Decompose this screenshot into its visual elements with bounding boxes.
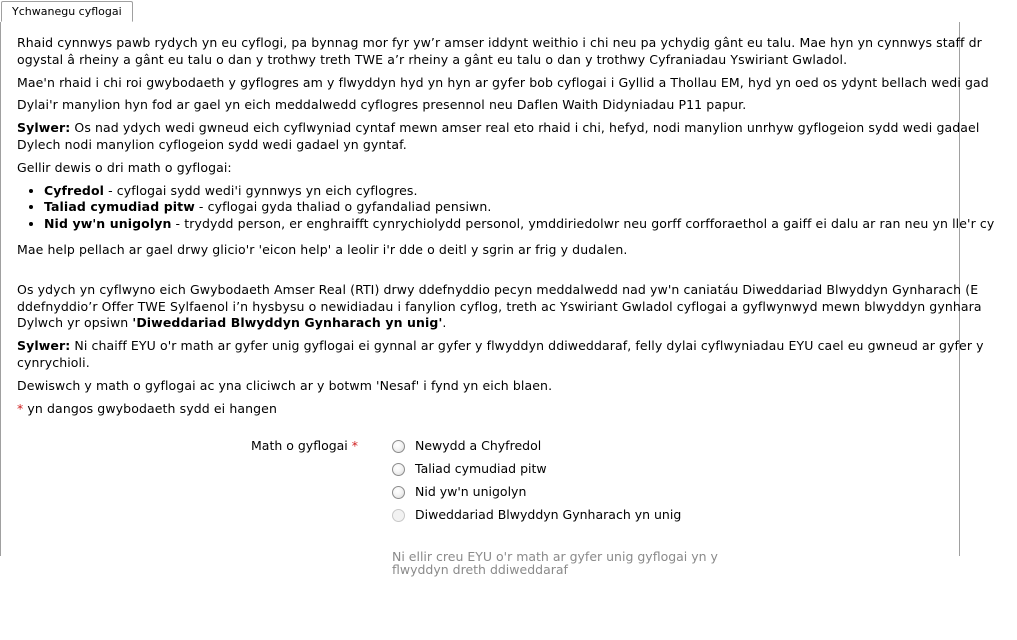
radio-button[interactable] [392,463,405,476]
note-eyu-line-2: cynrychioli. [17,354,90,370]
list-item [44,216,1017,233]
type-desc: - trydydd person, er enghraifft cynrychiolydd personol, ymddiriedolwr neu gorff corfforaethol a gaiff ei dalu ar ran neu yn lle'r cy [171,216,995,232]
type-name: Nid yw'n unigolyn [44,216,172,232]
tab-add-employee[interactable]: Ychwanegu cyflogai [1,1,133,22]
eyu-option-name: 'Diweddariad Blwyddyn Gynharach yn unig' [132,315,443,331]
list-item [44,183,1017,200]
note-label: Sylwer: [17,120,71,136]
rti-line-2: ddefnyddio’r Offer TWE Sylfaenol i’n hysbysu o newidiadau i fanylion cyflog, treth ac Yswiriant Gwladol cyflogai a gyflwynwyd mewn blwyddyn gynhara [17,298,982,314]
radio-label[interactable]: Newydd a Chyfredol [415,438,542,453]
ytd-paragraph: Mae'n rhaid i chi roi gwybodaeth y gyflogres am y flwyddyn hyd yn hyn ar gyfer bob cyflogai i Gyllid a Thollau EM, hyd yn oed os ydynt bellach wedi gad [17,74,989,90]
note-eyu [17,338,1017,372]
radio-button[interactable] [392,440,405,453]
rti-line-3-end: . [442,315,447,331]
choose-text: Gellir dewis o dri math o gyflogai: [17,159,232,175]
radio-button-disabled [392,509,405,522]
employee-type-label [251,438,358,453]
instructions-text [17,35,1017,423]
required-legend [17,401,1017,418]
rti-line-1: Os ydych yn cyflwyno eich Gwybodaeth Amser Real (RTI) drwy ddefnyddio pecyn meddalwedd nad yw'n caniatáu Diweddariad Blwyddyn Gynharach (E [17,281,979,297]
intro-paragraph [17,35,1017,69]
type-name: Taliad cymudiad pitw [44,199,195,215]
instruction-text: Dewiswch y math o gyflogai ac yna cliciwch ar y botwm 'Nesaf' i fynd yn eich blaen. [17,377,553,393]
note-line-1: Os nad ydych wedi gwneud eich cyflwyniad cyntaf mewn amser real eto rhaid i chi, hefyd, nodi manylion unrhyw gyflogeion sydd wedi gadael [70,120,980,136]
required-asterisk: * [17,400,24,416]
intro-line-1: Rhaid cynnwys pawb rydych yn eu cyflogi, pa bynnag mor fyr yw’r amser iddynt weithio i chi neu pa ychydig gânt eu talu. Mae hyn yn cynnwys staff dr [17,35,982,50]
rti-line-3: Dylwch yr opsiwn [17,315,133,331]
radio-label[interactable]: Taliad cymudiad pitw [415,461,547,476]
eyu-hint-text: Ni ellir creu EYU o'r math ar gyfer unig gyflogai yn y flwyddyn dreth ddiweddaraf [392,549,718,577]
type-name: Cyfredol [44,182,105,198]
rti-paragraph [17,282,1017,332]
radio-label[interactable]: Nid yw'n unigolyn [415,484,527,499]
tab-bar [0,0,960,23]
type-desc: - cyflogai gyda thaliad o gyfandaliad pensiwn. [194,199,492,215]
note-label: Sylwer: [17,338,71,354]
list-item [44,199,1017,216]
radio-label: Diweddariad Blwyddyn Gynharach yn unig [415,507,682,522]
employee-type-list [17,183,1017,233]
required-asterisk: * [351,438,359,453]
help-text: Mae help pellach ar gael drwy glicio'r 'eicon help' a leolir i'r dde o deitl y sgrin ar frig y dudalen. [17,241,628,257]
required-legend-text: yn dangos gwybodaeth sydd ei hangen [23,400,277,416]
payroll-paragraph: Dylai'r manylion hyn fod ar gael yn eich meddalwedd cyflogres presennol neu Daflen Waith Didyniadau P11 papur. [17,97,747,113]
radio-button[interactable] [392,486,405,499]
note-first-submission [17,120,1017,154]
field-label-text: Math o gyflogai [251,438,348,453]
note-eyu-line-1: Ni chaiff EYU o'r math ar gyfer unig gyflogai ei gynnal ar gyfer y flwyddyn ddiweddaraf, felly dylai cyflwyniadau EYU cael eu gwneud ar gyfer y [70,338,984,354]
intro-line-2: ogystal â rheiny a gânt eu talu o dan y trothwy treth TWE a’r rheiny a gânt eu talu o dan y trothwy Cyfraniadau Yswiriant Gwladol. [17,51,848,67]
content-panel [0,22,995,577]
note-line-2: Dylech nodi manylion cyflogeion sydd wedi gadael yn gyntaf. [17,136,407,152]
type-desc: - cyflogai sydd wedi'i gynnwys yn eich cyflogres. [104,182,418,198]
